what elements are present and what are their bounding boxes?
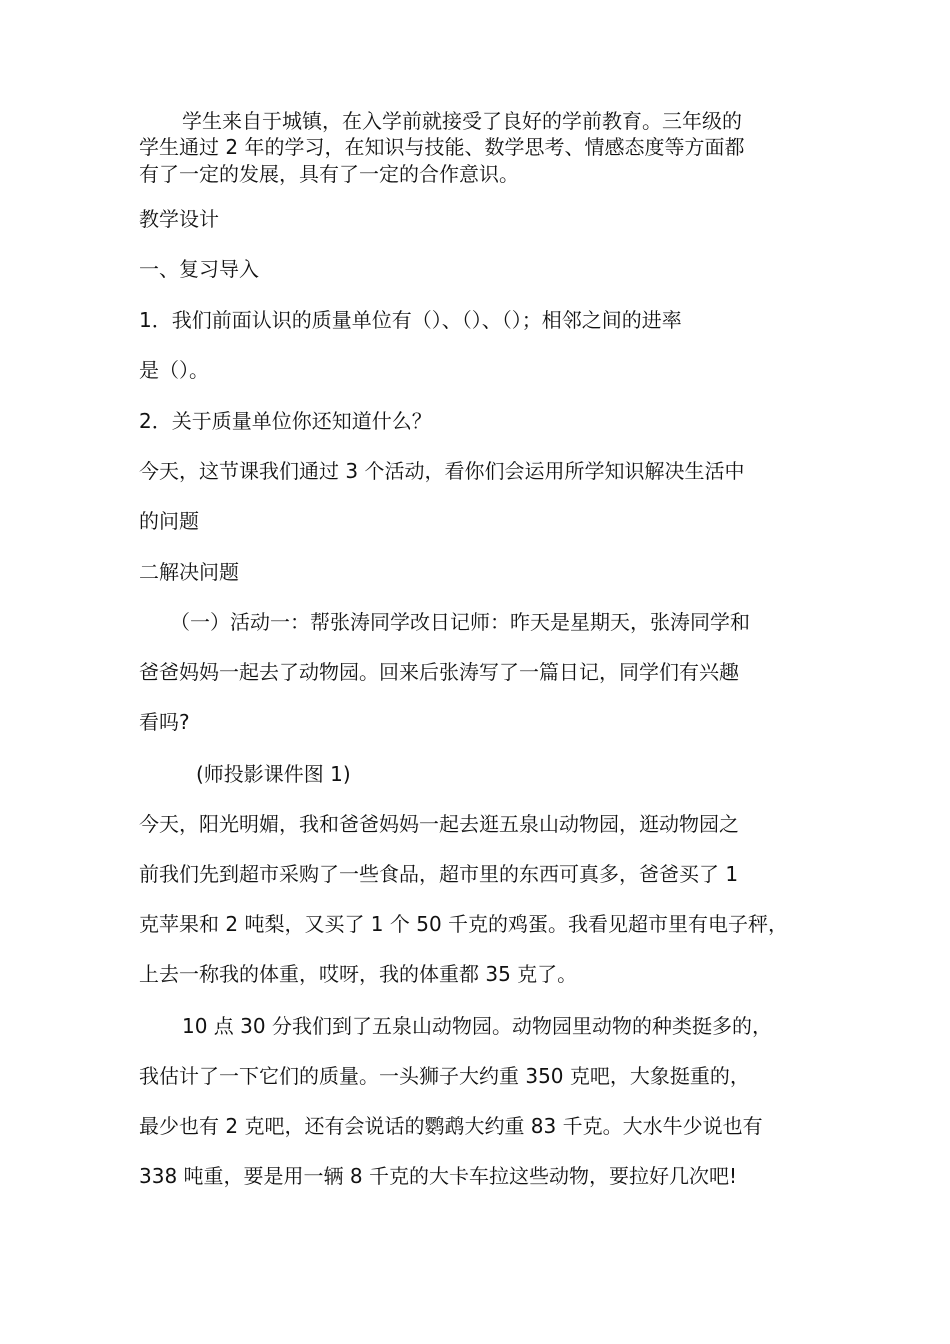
- intro-line-2: 学生通过 2 年的学习，在知识与技能、数学思考、情感态度等方面都: [139, 135, 745, 159]
- diary-p2-line-4: 338 吨重，要是用一辆 8 千克的大卡车拉这些动物，要拉好几次吧!: [139, 1164, 737, 1188]
- section-1-title: 一、复习导入: [139, 257, 259, 281]
- activity-1-line-3: 看吗?: [139, 710, 190, 734]
- intro-line-3: 有了一定的发展，具有了一定的合作意识。: [139, 162, 519, 186]
- projection-note: (师投影课件图 1): [196, 762, 351, 786]
- activity-1-line-2: 爸爸妈妈一起去了动物园。回来后张涛写了一篇日记，同学们有兴趣: [139, 660, 739, 684]
- diary-p1-line-4: 上去一称我的体重，哎呀，我的体重都 35 克了。: [139, 962, 578, 986]
- activity-1-line-1: （一）活动一：帮张涛同学改日记师：昨天是星期天，张涛同学和: [170, 610, 750, 634]
- section-2-title: 二解决问题: [139, 560, 239, 584]
- question-2: 2．关于质量单位你还知道什么？: [139, 409, 432, 433]
- intro-line-1: 学生来自于城镇，在入学前就接受了良好的学前教育。三年级的: [182, 109, 742, 133]
- diary-p1-line-1: 今天，阳光明媚，我和爸爸妈妈一起去逛五泉山动物园，逛动物园之: [139, 812, 739, 836]
- question-1-line-2: 是（）。: [139, 358, 209, 382]
- diary-p2-line-1: 10 点 30 分我们到了五泉山动物园。动物园里动物的种类挺多的，: [182, 1014, 772, 1038]
- today-line-2: 的问题: [139, 509, 199, 533]
- diary-p1-line-2: 前我们先到超市采购了一些食品，超市里的东西可真多，爸爸买了 1: [139, 862, 739, 886]
- heading-teaching-design: 教学设计: [139, 207, 219, 231]
- diary-p2-line-3: 最少也有 2 克吧，还有会说话的鹦鹉大约重 83 千克。大水牛少说也有: [139, 1114, 763, 1138]
- diary-p2-line-2: 我估计了一下它们的质量。一头狮子大约重 350 克吧，大象挺重的，: [139, 1064, 750, 1088]
- diary-p1-line-3: 克苹果和 2 吨梨，又买了 1 个 50 千克的鸡蛋。我看见超市里有电子秤，: [139, 912, 789, 936]
- today-line-1: 今天，这节课我们通过 3 个活动，看你们会运用所学知识解决生活中: [139, 459, 745, 483]
- question-1-line-1: 1．我们前面认识的质量单位有（）、（）、（）；相邻之间的进率: [139, 308, 682, 332]
